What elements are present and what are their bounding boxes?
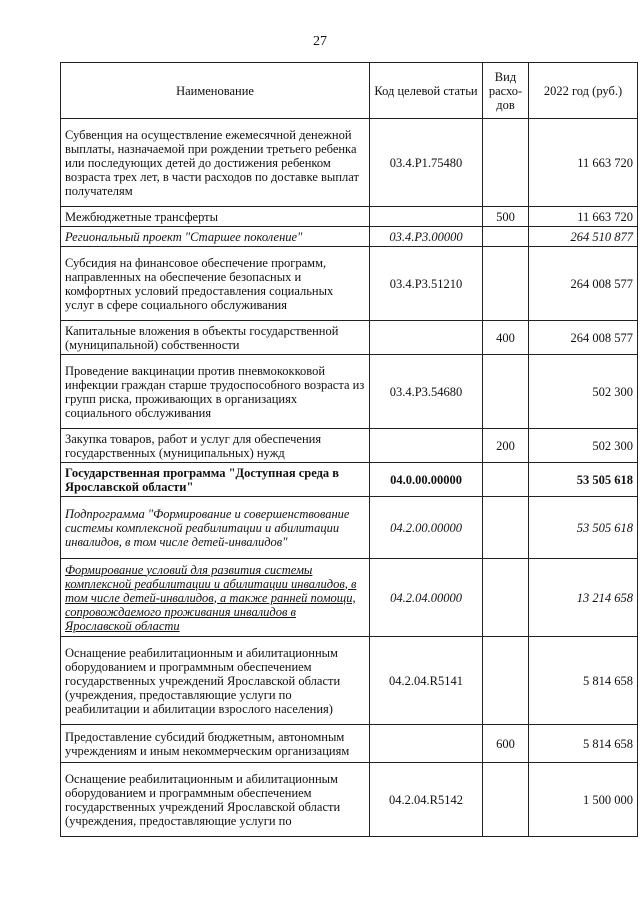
row-sum: 1 500 000 bbox=[529, 763, 638, 837]
row-name: Подпрограмма "Формирование и совершенствование системы комплексной реабилитации и абилитации инвалидов, в том числе детей-инвалидов" bbox=[61, 497, 370, 559]
table-row bbox=[61, 247, 638, 321]
row-sum: 11 663 720 bbox=[529, 207, 638, 227]
header-sum: 2022 год (руб.) bbox=[529, 63, 638, 119]
row-sum: 264 510 877 bbox=[529, 227, 638, 247]
row-code bbox=[370, 429, 483, 463]
row-type: 600 bbox=[483, 725, 529, 763]
table-row bbox=[61, 227, 638, 247]
row-code: 03.4.Р3.51210 bbox=[370, 247, 483, 321]
row-sum: 264 008 577 bbox=[529, 247, 638, 321]
row-name: Региональный проект "Старшее поколение" bbox=[61, 227, 370, 247]
row-code: 04.2.04.00000 bbox=[370, 559, 483, 637]
row-code: 03.4.Р3.00000 bbox=[370, 227, 483, 247]
row-sum: 53 505 618 bbox=[529, 497, 638, 559]
row-name: Проведение вакцинации против пневмококковой инфекции граждан старше трудоспособного возраста из групп риска, проживающих в организациях социального обслуживания bbox=[61, 355, 370, 429]
row-sum: 264 008 577 bbox=[529, 321, 638, 355]
row-sum: 5 814 658 bbox=[529, 637, 638, 725]
row-sum: 53 505 618 bbox=[529, 463, 638, 497]
row-name: Предоставление субсидий бюджетным, автономным учреждениям и иным некоммерческим организациям bbox=[61, 725, 370, 763]
row-sum: 5 814 658 bbox=[529, 725, 638, 763]
row-type bbox=[483, 497, 529, 559]
row-type: 500 bbox=[483, 207, 529, 227]
row-type bbox=[483, 763, 529, 837]
table-row bbox=[61, 763, 638, 837]
row-code: 04.2.00.00000 bbox=[370, 497, 483, 559]
table-row bbox=[61, 725, 638, 763]
table-row bbox=[61, 355, 638, 429]
header-name: Наименование bbox=[61, 63, 370, 119]
table-row bbox=[61, 207, 638, 227]
table-row bbox=[61, 321, 638, 355]
row-name: Оснащение реабилитационным и абилитационным оборудованием и программным обеспечением государственных учреждений Ярославской области (учреждения, предоставляющие услуги по реабилитации и абилитации взрослого населения) bbox=[61, 637, 370, 725]
row-type: 400 bbox=[483, 321, 529, 355]
page-number: 27 bbox=[313, 34, 327, 49]
row-name: Закупка товаров, работ и услуг для обеспечения государственных (муниципальных) нужд bbox=[61, 429, 370, 463]
row-code: 03.4.Р3.54680 bbox=[370, 355, 483, 429]
row-sum: 502 300 bbox=[529, 355, 638, 429]
row-type bbox=[483, 463, 529, 497]
row-code bbox=[370, 207, 483, 227]
table-row bbox=[61, 429, 638, 463]
table-row bbox=[61, 637, 638, 725]
row-name: Государственная программа "Доступная среда в Ярославской области" bbox=[61, 463, 370, 497]
table-row bbox=[61, 119, 638, 207]
row-type bbox=[483, 355, 529, 429]
row-code: 04.2.04.R5141 bbox=[370, 637, 483, 725]
row-type bbox=[483, 227, 529, 247]
row-name: Субсидия на финансовое обеспечение программ, направленных на обеспечение безопасных и комфортных условий предоставления социальных услуг в сфере социального обслуживания bbox=[61, 247, 370, 321]
row-sum: 13 214 658 bbox=[529, 559, 638, 637]
row-name: Межбюджетные трансферты bbox=[61, 207, 370, 227]
row-type bbox=[483, 559, 529, 637]
row-type bbox=[483, 637, 529, 725]
row-code: 04.0.00.00000 bbox=[370, 463, 483, 497]
row-name: Формирование условий для развития системы комплексной реабилитации и абилитации инвалидов, в том числе детей-инвалидов, а также ранней помощи, сопровождаемого проживания инвалидов в Ярославской области bbox=[61, 559, 370, 637]
row-name: Оснащение реабилитационным и абилитационным оборудованием и программным обеспечением государственных учреждений Ярославской области (учреждения, предоставляющие услуги по bbox=[61, 763, 370, 837]
row-sum: 11 663 720 bbox=[529, 119, 638, 207]
row-code: 03.4.Р1.75480 bbox=[370, 119, 483, 207]
table-header-row bbox=[61, 63, 638, 119]
table-row bbox=[61, 559, 638, 637]
budget-table bbox=[60, 62, 638, 837]
header-code: Код целевой статьи bbox=[370, 63, 483, 119]
table-row bbox=[61, 497, 638, 559]
row-type bbox=[483, 247, 529, 321]
row-code bbox=[370, 321, 483, 355]
row-type bbox=[483, 119, 529, 207]
row-name: Субвенция на осуществление ежемесячной денежной выплаты, назначаемой при рождении третьего ребенка или последующих детей до достижения ребенком возраста трех лет, в части расходов по доставке выплат получателям bbox=[61, 119, 370, 207]
row-code: 04.2.04.R5142 bbox=[370, 763, 483, 837]
row-name: Капитальные вложения в объекты государственной (муниципальной) собственности bbox=[61, 321, 370, 355]
header-type: Вид расхо-дов bbox=[483, 63, 529, 119]
row-type: 200 bbox=[483, 429, 529, 463]
row-code bbox=[370, 725, 483, 763]
row-sum: 502 300 bbox=[529, 429, 638, 463]
table-row bbox=[61, 463, 638, 497]
